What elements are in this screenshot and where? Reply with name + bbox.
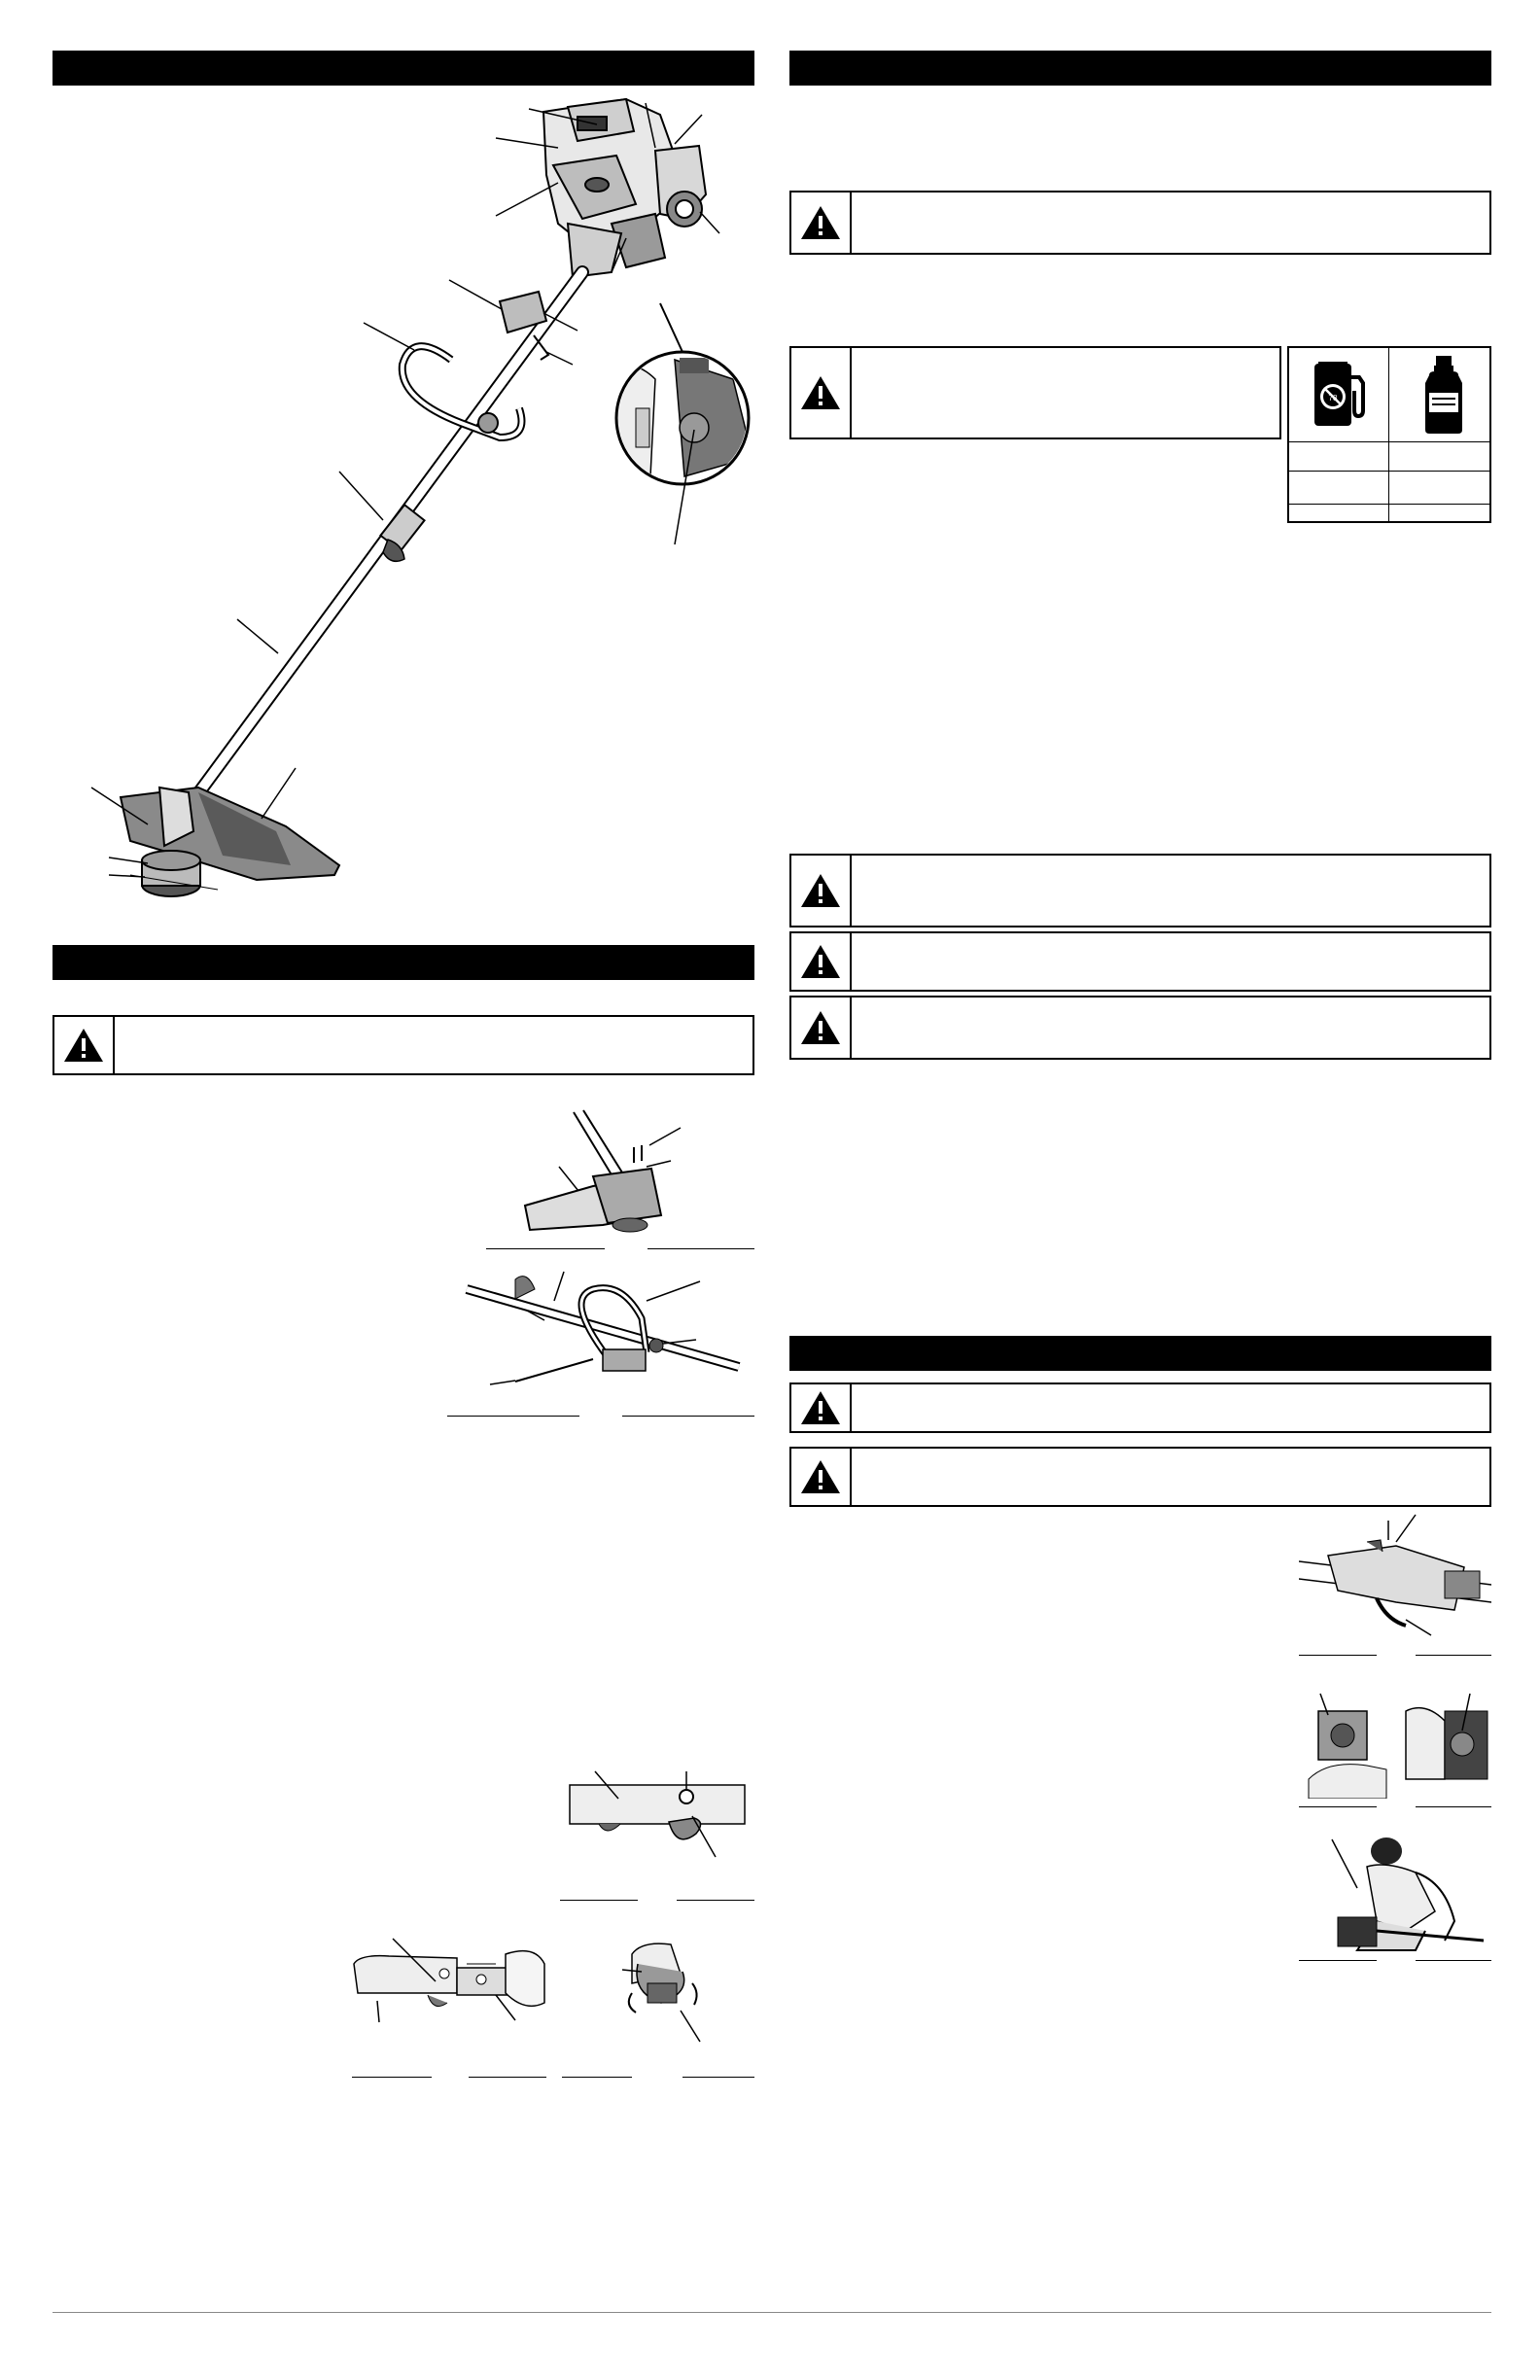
fuel-mix-table <box>1287 346 1491 523</box>
tighten-knob-illustration <box>603 1935 754 2061</box>
section-header-bar-mid-right <box>789 1336 1491 1371</box>
figure-caption-line <box>1416 1806 1491 1807</box>
figure-caption-line <box>1299 1806 1377 1807</box>
starting-position-illustration <box>1299 1824 1491 1960</box>
oil-bottle-icon <box>1418 354 1470 436</box>
warning-box <box>789 1382 1491 1433</box>
guard-attachment-illustration <box>486 1108 754 1254</box>
figure-caption-line <box>562 2077 632 2078</box>
coupler-closeup-illustration <box>560 1756 754 1872</box>
svg-text:78: 78 <box>1328 394 1338 402</box>
warning-triangle-icon <box>62 1026 105 1065</box>
warning-triangle-icon <box>799 203 842 242</box>
section-header-bar-top-left <box>52 51 754 86</box>
figure-caption-line <box>352 2077 432 2078</box>
warning-triangle-icon <box>799 1008 842 1047</box>
warning-triangle-icon <box>799 942 842 981</box>
choke-primer-illustration <box>1299 1692 1491 1799</box>
figure-caption-line <box>1299 1655 1377 1656</box>
warning-box <box>789 1447 1491 1507</box>
warning-triangle-icon <box>799 373 842 412</box>
trimmer-overview-illustration <box>52 88 754 933</box>
no-fuel-pump-icon <box>1312 360 1371 430</box>
warning-triangle-icon <box>799 871 842 910</box>
figure-caption-line <box>622 1416 754 1417</box>
figure-caption-line <box>677 1900 754 1901</box>
section-header-bar-mid-left <box>52 945 754 980</box>
figure-caption-line <box>648 1248 754 1249</box>
figure-caption-line <box>682 2077 754 2078</box>
warning-box <box>789 854 1491 928</box>
figure-caption-line <box>1299 1960 1377 1961</box>
figure-caption-line <box>469 2077 546 2078</box>
figure-caption-line <box>1416 1655 1491 1656</box>
warning-triangle-icon <box>799 1388 842 1427</box>
insert-shaft-illustration <box>350 1935 554 2042</box>
warning-triangle-icon <box>799 1457 842 1496</box>
warning-box <box>52 1015 754 1075</box>
section-header-bar-top-right <box>789 51 1491 86</box>
figure-caption-line <box>560 1900 638 1901</box>
warning-box <box>789 996 1491 1060</box>
warning-box <box>789 931 1491 992</box>
warning-box <box>789 346 1281 439</box>
figure-caption-line <box>447 1416 579 1417</box>
footer-rule <box>52 2312 1491 2313</box>
handle-assembly-illustration <box>447 1260 754 1416</box>
figure-caption-line <box>1416 1960 1491 1961</box>
figure-caption-line <box>486 1248 605 1249</box>
throttle-handle-illustration <box>1299 1513 1491 1649</box>
warning-box <box>789 191 1491 255</box>
